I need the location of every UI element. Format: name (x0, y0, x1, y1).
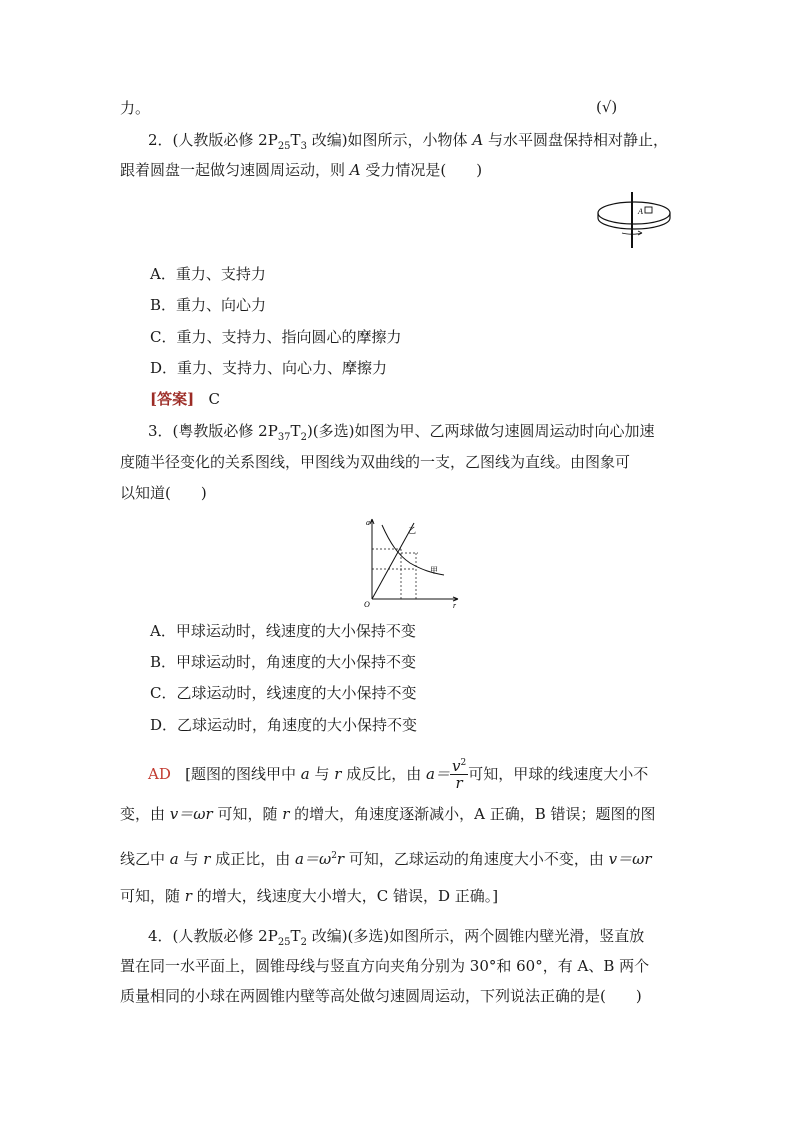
fraction-v2-over-r: $\frac{v^2}{r}$ (451, 757, 467, 792)
q3-option-a[interactable]: A．甲球运动时，线速度的大小保持不变 (150, 622, 416, 640)
curve-label-jia: 甲 (430, 566, 438, 575)
check-mark: (√) (596, 98, 618, 116)
q4-stem-line2: 置在同一水平面上，圆锥母线与竖直方向夹角分别为 30°和 60°，有 A、B 两个 (120, 957, 650, 975)
q3-option-c[interactable]: C．乙球运动时，线速度的大小保持不变 (150, 684, 417, 702)
q2-stem-line1: 2．(人教版必修 $2P_{25}T_3$ 改编)如图所示，小物体 A 与水平圆盘保持相对静止， (148, 131, 668, 152)
q2-option-b[interactable]: B．重力、向心力 (150, 296, 267, 314)
answer-tag: [答案] (150, 390, 195, 408)
q4-stem-line1: 4．(人教版必修 $2P_{25}T_2$ 改编)(多选)如图所示，两个圆锥内壁光滑，竖直放 (148, 927, 645, 948)
origin-label: O (364, 600, 370, 609)
q2-stem-line2: 跟着圆盘一起做匀速圆周运动，则 A 受力情况是( ) (120, 161, 483, 179)
y-axis-label: a (366, 518, 370, 527)
q3-explanation-line4: 可知，随 r 的增大，线速度大小增大，C 错误，D 正确。] (120, 887, 499, 905)
q3-option-d[interactable]: D．乙球运动时，角速度的大小保持不变 (150, 716, 418, 734)
q3-stem-line2: 度随半径变化的关系图线，甲图线为双曲线的一支，乙图线为直线。由图象可 (120, 453, 631, 471)
answer-value: C (208, 390, 220, 408)
q3-stem-line1: 3．(粤教版必修 $2P_{37}T_2$)(多选)如图为甲、乙两球做匀速圆周运动时向心加速 (148, 422, 655, 443)
q3-explanation-line1: AD [题图的图线甲中 a 与 r 成反比，由 a＝ $\frac{v^2}{r}$ 可知，甲球的线速度大小不 (148, 757, 649, 792)
q2-answer (150, 389, 220, 409)
q3-explanation-line2: 变，由 v＝ωr 可知，随 r 的增大，角速度逐渐减小，A 正确，B 错误；题图的图 (120, 805, 656, 823)
turntable-figure (592, 190, 682, 252)
q2-option-a[interactable]: A．重力、支持力 (150, 265, 266, 283)
q3-stem-line3: 以知道( ) (120, 484, 207, 502)
q3-answer: AD (148, 765, 171, 783)
q3-option-b[interactable]: B．甲球运动时，角速度的大小保持不变 (150, 653, 417, 671)
q2-option-c[interactable]: C．重力、支持力、指向圆心的摩擦力 (150, 328, 402, 346)
continued-text: 力。 (120, 99, 151, 117)
q2-option-d[interactable]: D．重力、支持力、向心力、摩擦力 (150, 359, 388, 377)
acceleration-radius-graph (358, 513, 464, 611)
x-axis-label: r (453, 601, 457, 610)
q4-stem-line3: 质量相同的小球在两圆锥内壁等高处做匀速圆周运动，下列说法正确的是( ) (120, 987, 642, 1005)
q3-explanation-line3: 线乙中 a 与 r 成正比，由 $a=\omega^2r$ 可知，乙球运动的角速度大小不变，由 v＝ωr (120, 850, 652, 868)
figure-label-a: A (638, 207, 643, 216)
curve-label-yi: 乙 (408, 526, 416, 535)
